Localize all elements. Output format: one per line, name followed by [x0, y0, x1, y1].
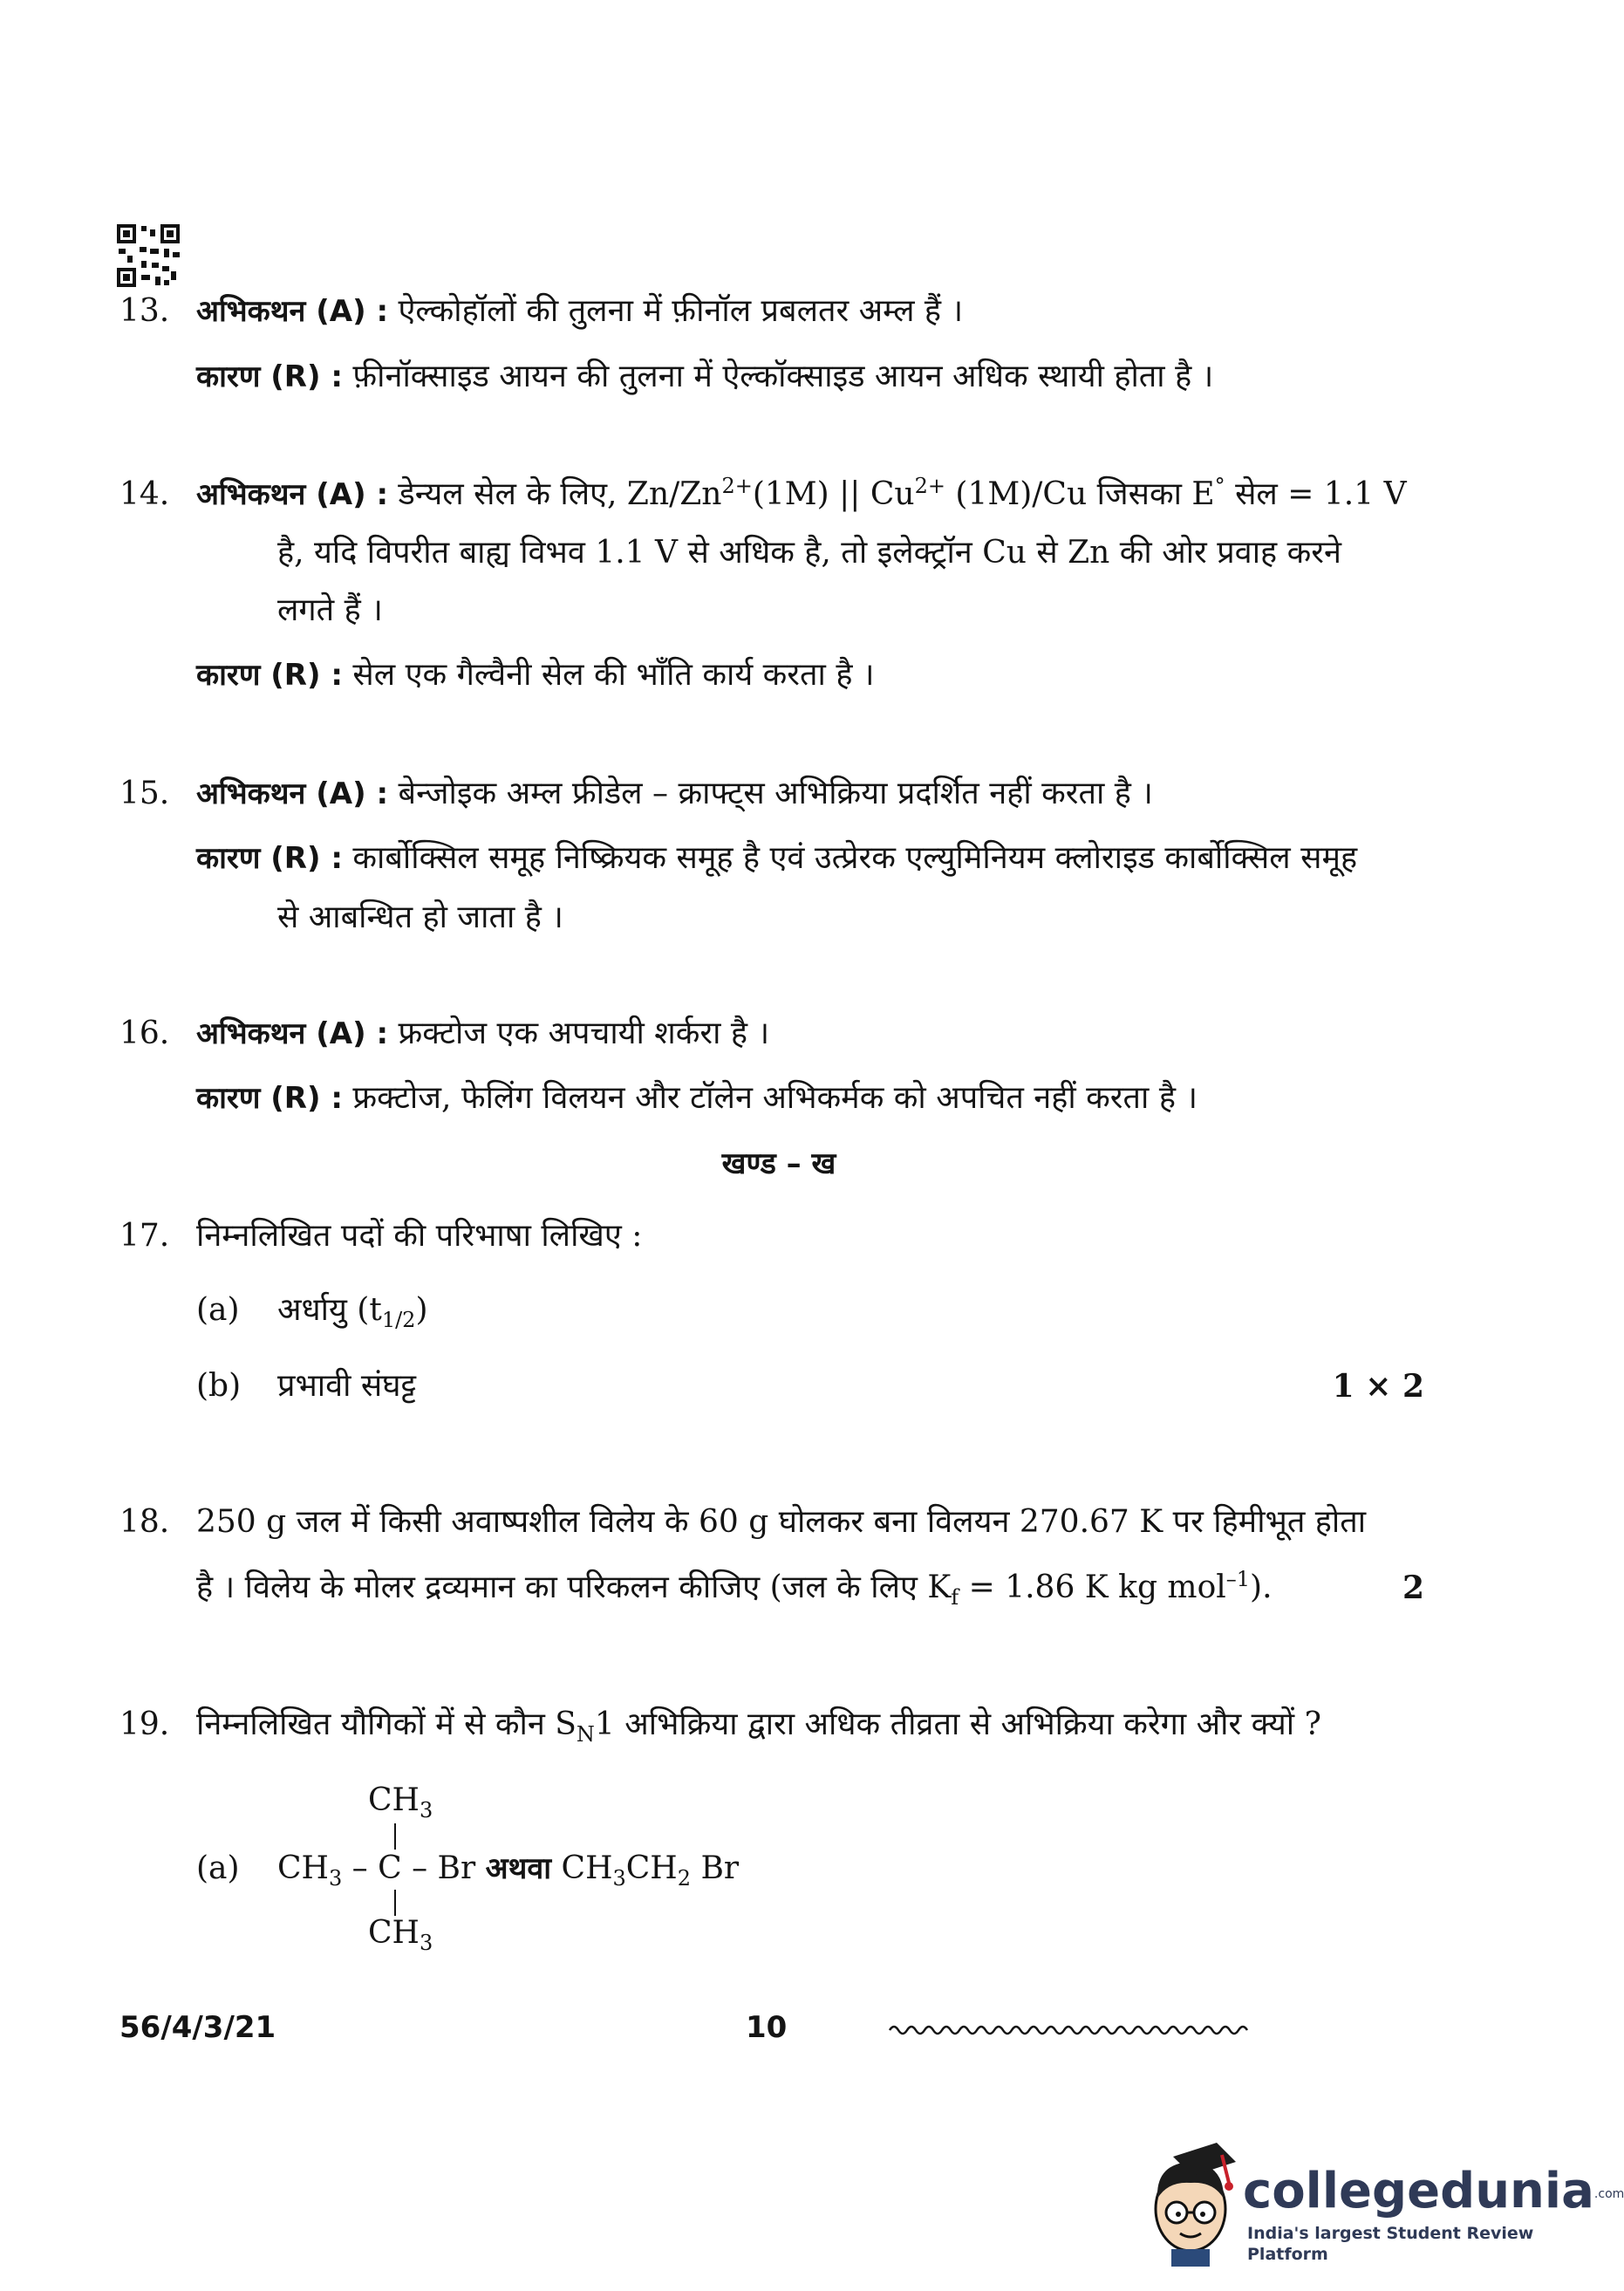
q19-main-formula: [277, 1850, 740, 1891]
q17-marks: 1 × 2: [1332, 1368, 1424, 1405]
q14-reason-label: कारण (R) :: [196, 658, 343, 693]
qr-code: [115, 222, 181, 289]
q16-reason: [196, 1079, 1198, 1118]
q14-a-text3: (1M)/Cu जिसका E: [945, 476, 1215, 512]
q19-main-mid: – C – Br: [342, 1850, 476, 1886]
q14-a-text1: डेन्यल सेल के लिए, Zn/Zn: [398, 476, 722, 512]
paper-code: 56/4/3/21: [119, 2010, 276, 2045]
q18-marks: 2: [1402, 1570, 1424, 1606]
q16-assertion-label: अभिकथन (A) :: [196, 1016, 389, 1051]
section-heading: खण्ड – ख: [721, 1146, 836, 1181]
q19-number: 19.: [119, 1706, 170, 1742]
q15-number: 15.: [119, 776, 170, 811]
q15-reason-line2: से आबन्धित हो जाता है ।: [277, 899, 563, 935]
q15-assertion: [196, 775, 1153, 813]
q18-l2-text2: = 1.86 K kg mol: [959, 1570, 1226, 1605]
q13-reason: [196, 358, 1213, 396]
q16-reason-label: कारण (R) :: [196, 1081, 343, 1116]
q19-alt-sub2: 2: [677, 1866, 691, 1891]
q19-alt2: CH: [625, 1850, 678, 1886]
q18-l2-text1: है । विलेय के मोलर द्रव्यमान का परिकलन कीजिए (जल के लिए K: [196, 1570, 952, 1605]
q18-line2: [196, 1567, 1273, 1611]
q14-degree: °: [1214, 474, 1225, 498]
q19-bottom-bond: [394, 1890, 396, 1916]
q19-top-methyl: $CH_3$: [368, 1782, 433, 1823]
q19-text2: 1 अभिक्रिया द्वारा अधिक तीव्रता से अभिक्रिया करेगा और क्यों ?: [594, 1706, 1321, 1742]
q19-bottom-methyl: $CH_3$: [368, 1915, 433, 1956]
q14-number: 14.: [119, 476, 170, 512]
q15-reason-text1: कार्बोक्सिल समूह निष्क्रियक समूह है एवं उत्प्रेरक एल्युमिनियम क्लोराइड कार्बोक्सिल समूह: [352, 840, 1358, 876]
q18-l2-text3: ).: [1250, 1570, 1273, 1605]
q19-text1: निम्नलिखित यौगिकों में से कौन S: [196, 1706, 577, 1742]
wavy-line-decoration: [890, 2022, 1247, 2038]
q17-a-text: [277, 1291, 428, 1333]
q13-assertion: [196, 292, 963, 331]
q14-assertion-label: अभिकथन (A) :: [196, 477, 389, 512]
q17-a-term: अर्धायु (t: [277, 1292, 382, 1328]
q16-number: 16.: [119, 1016, 170, 1051]
q18-number: 18.: [119, 1504, 170, 1540]
q13-assertion-text: ऐल्कोहॉलों की तुलना में फ़ीनॉल प्रबलतर अम्ल हैं ।: [398, 293, 964, 329]
q14-sup2: 2+: [914, 474, 945, 498]
q15-assertion-text: बेन्जोइक अम्ल फ्रीडेल – क्राफ्ट्स अभिक्रिया प्रदर्शित नहीं करता है ।: [398, 776, 1153, 811]
q15-reason-label: कारण (R) :: [196, 841, 343, 876]
q17-b-label: (b): [196, 1368, 242, 1404]
q14-reason: [196, 656, 875, 694]
q13-reason-label: कारण (R) :: [196, 359, 343, 394]
q13-number: 13.: [119, 293, 170, 329]
q16-assertion-text: फ्रक्टोज एक अपचायी शर्करा है ।: [398, 1016, 770, 1051]
q19-a-label: (a): [196, 1850, 240, 1886]
q17-text: निम्नलिखित पदों की परिभाषा लिखिए :: [196, 1218, 643, 1254]
q13-assertion-label: अभिकथन (A) :: [196, 294, 389, 329]
q19-main-left-sub: 3: [328, 1866, 343, 1891]
q14-sup1: 2+: [721, 474, 753, 498]
q19-or-word: अथवा: [485, 1851, 552, 1886]
q17-a-close: ): [415, 1292, 428, 1328]
q16-assertion: [196, 1015, 769, 1053]
q19-alt-sub1: 3: [612, 1866, 626, 1891]
q14-a-text4: सेल = 1.1 V: [1225, 476, 1407, 512]
q17-number: 17.: [119, 1218, 170, 1254]
q13-reason-text: फ़ीनॉक्साइड आयन की तुलना में ऐल्कॉक्साइड आयन अधिक स्थायी होता है ।: [352, 359, 1214, 394]
brand-name: collegedunia.com: [1243, 2163, 1624, 2219]
brand-dotcom: .com: [1593, 2186, 1624, 2201]
page-number: 10: [746, 2010, 788, 2045]
q18-l2-sup: –1: [1225, 1567, 1251, 1591]
q14-assertion-line1: [196, 475, 1407, 514]
q15-assertion-label: अभिकथन (A) :: [196, 776, 389, 811]
q18-l2-sub: f: [951, 1585, 959, 1611]
q19-text: [196, 1706, 1321, 1747]
q19-sub: N: [576, 1722, 595, 1747]
q17-a-label: (a): [196, 1292, 240, 1328]
q14-reason-text: सेल एक गैल्वैनी सेल की भाँति कार्य करता है ।: [352, 657, 875, 693]
q19-main-left: CH: [277, 1850, 329, 1886]
q19-alt3: Br: [691, 1850, 740, 1886]
q17-b-text: प्रभावी संघट्ट: [277, 1368, 417, 1404]
q17-a-sub: 1/2: [381, 1308, 416, 1333]
q16-reason-text: फ्रक्टोज, फेलिंग विलयन और टॉलेन अभिकर्मक को अपचित नहीं करता है ।: [352, 1080, 1198, 1116]
mascot-icon: [1138, 2137, 1243, 2268]
brand-tagline: India's largest Student Review Platform: [1247, 2224, 1534, 2264]
q14-a-text2: (1M) || Cu: [752, 476, 915, 512]
q14-assertion-line3: लगते हैं ।: [277, 592, 383, 628]
q15-reason-line1: [196, 839, 1357, 878]
q19-alt1: CH: [551, 1850, 613, 1886]
q18-line1: 250 g जल में किसी अवाष्पशील विलेय के 60 g घोलकर बना विलयन 270.67 K पर हिमीभूत होता: [196, 1504, 1367, 1540]
q19-top-bond: [394, 1823, 396, 1850]
q14-assertion-line2: है, यदि विपरीत बाह्य विभव 1.1 V से अधिक है, तो इलेक्ट्रॉन Cu से Zn की ओर प्रवाह करने: [277, 535, 1341, 571]
